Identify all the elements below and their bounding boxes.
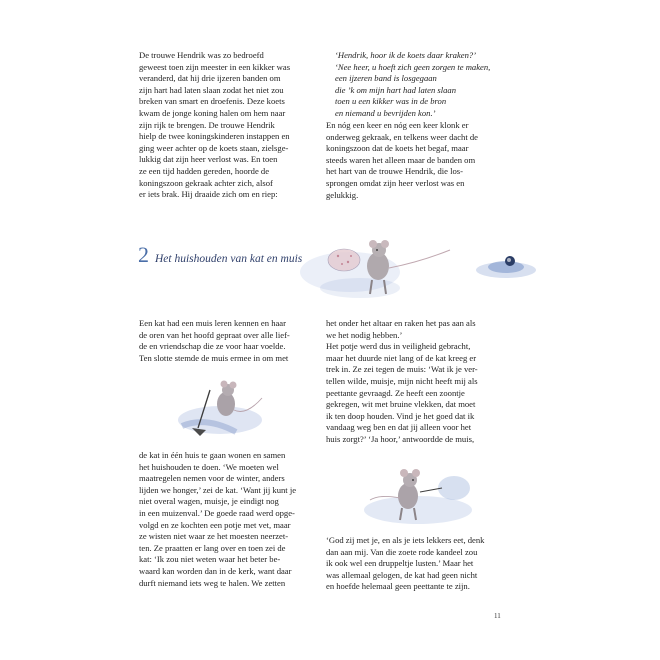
text-line: en hoefde helemaal geen peettante te zijn. xyxy=(326,581,470,592)
text-line: ‘Nee heer, u hoeft zich geen zorgen te maken, xyxy=(335,61,491,72)
text-line: ‘God zij met je, en als je iets lekkers eet, denk xyxy=(326,535,485,545)
text-line: gekregen, wit met bruine vlekken, dat moet xyxy=(326,399,476,410)
text-line: een ijzeren band is losgegaan xyxy=(335,73,437,84)
pot-lid-icon xyxy=(476,250,540,280)
text-line: Een kat had een muis leren kennen en haar xyxy=(139,318,286,328)
page-number: 11 xyxy=(494,612,501,620)
col2-mid-paragraph xyxy=(326,318,478,446)
text-line: koningszoon dat de koets het begaf, maar xyxy=(326,143,469,154)
text-line: Ten slotte stemde de muis ermee in om met xyxy=(139,352,289,363)
text-line: ‘Hendrik, hoor ik de koets daar kraken?’ xyxy=(335,50,477,60)
col2-verse xyxy=(335,50,490,120)
text-line: maatregelen nemen voor de winter, anders xyxy=(139,473,285,484)
text-line: volgd en ze kochten een potje met vet, maar xyxy=(139,519,291,530)
text-line: maar het duurde niet lang of de kat kreeg er xyxy=(326,352,477,363)
text-line: onderweg gekraak, en telkens weer dacht de xyxy=(326,131,478,142)
text-line: De trouwe Hendrik was zo bedroefd xyxy=(139,50,264,60)
text-line: steeds waren het alleen maar de banden om xyxy=(326,154,476,165)
text-line: zijn hart had laten slaan zodat het niet zou xyxy=(139,84,284,95)
text-line: lukkig dat zijn heer verlost was. En toen xyxy=(139,154,278,165)
text-line: ik ten doop houden. Vind je het goed dat ik xyxy=(326,410,475,421)
text-line: zijn rijk te brengen. De trouwe Hendrik xyxy=(139,119,275,130)
text-line: tellen wilde, muisje, mijn nicht heeft mij als xyxy=(326,375,478,386)
text-line: er iets brak. Hij draaide zich om en riep: xyxy=(139,189,278,200)
text-line: huis zorgt?’ ‘Ja hoor,’ antwoordde de muis, xyxy=(326,433,475,444)
text-line: En nóg een keer en nóg een keer klonk er xyxy=(326,120,469,130)
text-line: ze een tijd hadden gereden, hoorde de xyxy=(139,165,270,176)
text-line: kwam de jonge koning halen om hem naar xyxy=(139,107,286,118)
text-line: koningszoon gekraak achter zich, alsof xyxy=(139,177,273,188)
text-line: vandaag weg ben en dat jij alleen voor het xyxy=(326,422,472,433)
text-line: we het nodig hebben.’ xyxy=(326,329,403,340)
col1-low-paragraph xyxy=(139,450,296,589)
text-line: lijden we honger,’ zei de kat. ‘Want jij kunt je xyxy=(139,484,297,495)
col2-top-paragraph xyxy=(326,120,478,201)
text-line: het onder het altaar en raken het pas aan als xyxy=(326,318,476,328)
text-line: veranderd, dat hij drie ijzeren banden om xyxy=(139,73,281,84)
text-line: en niemand u bevrijden kon.’ xyxy=(335,107,436,118)
text-line: die ’k om mijn hart had laten slaan xyxy=(335,84,457,95)
mouse-in-snow-icon xyxy=(364,458,484,528)
text-line: trek in. Ze zei tegen de muis: ‘Wat ik je ver- xyxy=(326,364,478,375)
text-line: hielp de twee koningskinderen instappen en xyxy=(139,131,290,142)
col1-top-paragraph xyxy=(139,50,290,201)
text-line: dan aan mij. Van die zoete rode kandeel zou xyxy=(326,546,478,557)
text-line: was allemaal gelogen, de kat had geen nicht xyxy=(326,569,478,580)
text-line: de oren van het hoofd gepraat over alle lief- xyxy=(139,329,290,340)
text-line: de kat in één huis te gaan wonen en samen xyxy=(139,450,286,460)
text-line: Het potje werd dus in veiligheid gebracht, xyxy=(326,341,471,352)
text-line: ging weer achter op de koets staan, zielsge- xyxy=(139,142,289,153)
text-line: toen u een kikker was in de bron xyxy=(335,96,447,107)
text-line: het huishouden te doen. ‘We moeten wel xyxy=(139,461,279,472)
text-line: sprongen omdat zijn heer verlost was en xyxy=(326,177,465,188)
text-line: geweest toen zijn meester in een kikker was xyxy=(139,61,291,72)
col2-low-paragraph xyxy=(326,535,484,593)
col1-mid-paragraph xyxy=(139,318,290,364)
text-line: ten. Ze praatten er lang over en toen zei de xyxy=(139,542,286,553)
chapter-number: 2 xyxy=(138,242,149,267)
text-line: de en vriendschap die ze voor haar voelde. xyxy=(139,341,286,352)
mouse-sweeping-icon xyxy=(176,376,266,442)
text-line: ik ook wel een druppeltje lusten.’ Maar het xyxy=(326,558,474,569)
text-line: kat: ‘Ik zou niet weten waar het beter be- xyxy=(139,554,281,565)
text-line: durft niemand iets weg te halen. We zetten xyxy=(139,577,286,588)
text-line: breken van smart en droefenis. Deze koets xyxy=(139,96,285,107)
text-line: in een muizenval.’ De goede raad werd opge- xyxy=(139,507,295,518)
text-line: peettante gevraagd. Ze heeft een zoontje xyxy=(326,387,465,398)
mouse-carrying-pot-icon xyxy=(300,236,460,306)
text-line: waard kan worden dan in de kerk, want daar xyxy=(139,565,292,576)
chapter-title: Het huishouden van kat en muis xyxy=(155,253,303,265)
text-line: ze wisten niet waar ze het moesten neerzet- xyxy=(139,531,289,542)
text-line: het hart van de trouwe Hendrik, die los- xyxy=(326,166,463,177)
chapter-heading xyxy=(138,244,302,266)
text-line: niet overal wagen, muisje, je eindigt nog xyxy=(139,496,279,507)
text-line: gelukkig. xyxy=(326,189,359,200)
